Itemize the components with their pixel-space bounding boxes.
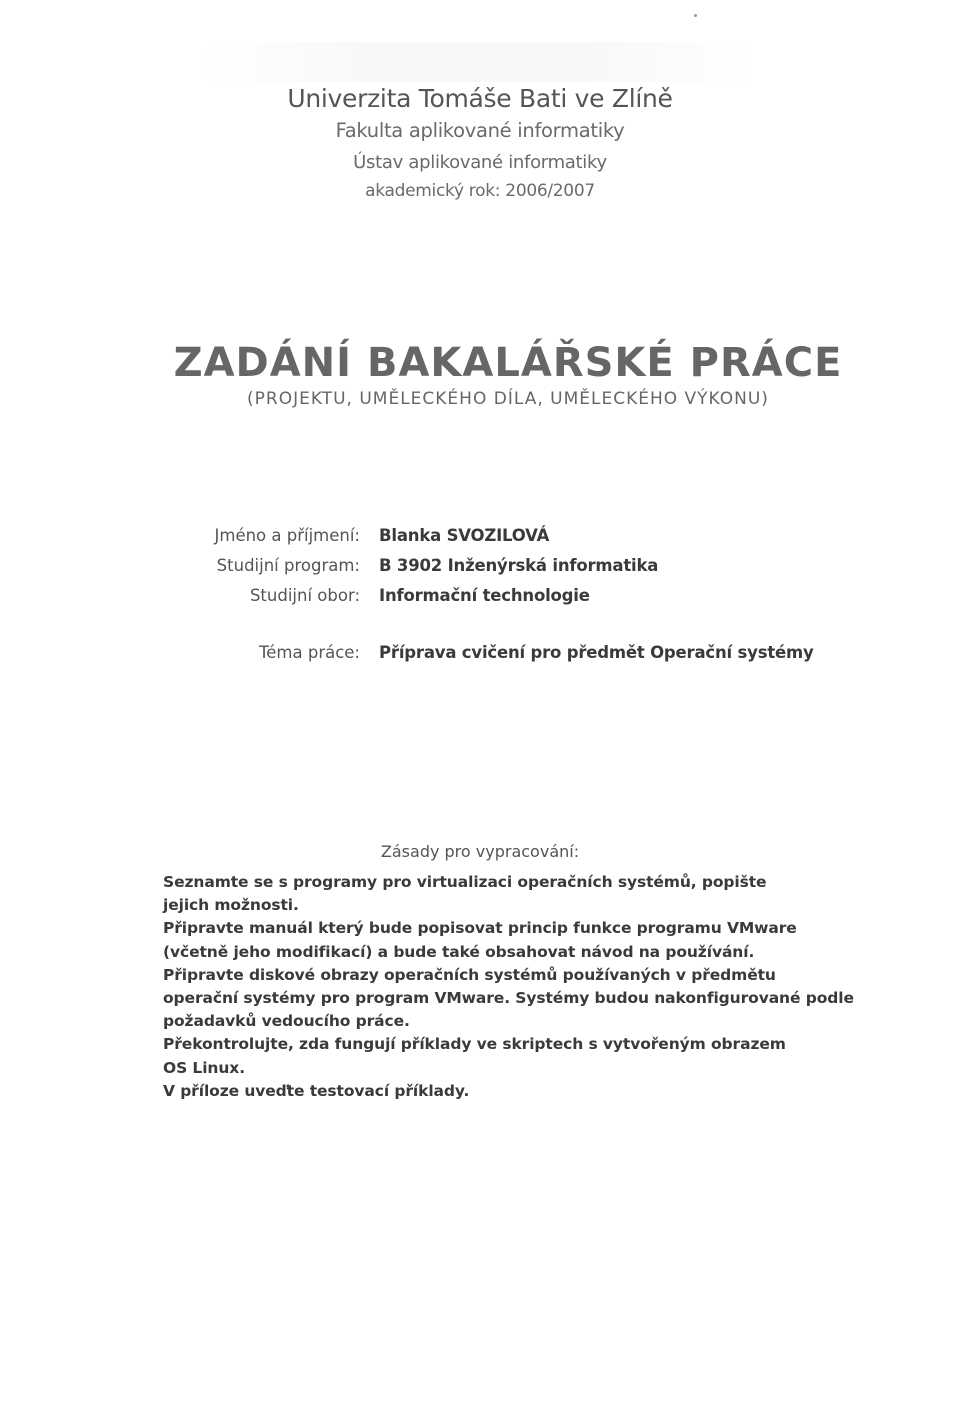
guidelines-line: V příloze uveďte testovací příklady. bbox=[163, 1081, 470, 1100]
study-field-value: Informační technologie bbox=[379, 586, 590, 605]
scan-speck bbox=[694, 14, 697, 17]
department-name: Ústav aplikované informatiky bbox=[353, 152, 607, 173]
study-program-value: B 3902 Inženýrská informatika bbox=[379, 556, 659, 575]
guidelines-line: OS Linux. bbox=[163, 1058, 245, 1077]
thesis-topic-value: Příprava cvičení pro předmět Operační systémy bbox=[379, 643, 814, 662]
faded-watermark bbox=[200, 42, 760, 82]
guidelines-heading: Zásady pro vypracování: bbox=[380, 842, 580, 861]
document-subtitle: (PROJEKTU, UMĚLECKÉHO DÍLA, UMĚLECKÉHO VÝKONU) bbox=[247, 389, 769, 409]
study-field-label: Studijní obor: bbox=[249, 586, 360, 605]
university-name: Univerzita Tomáše Bati ve Zlíně bbox=[287, 84, 673, 113]
guidelines-line: jejich možnosti. bbox=[163, 896, 299, 915]
guidelines-line: Seznamte se s programy pro virtualizaci operačních systémů, popište bbox=[163, 873, 767, 891]
thesis-topic-label: Téma práce: bbox=[258, 643, 360, 662]
guidelines-line: operační systémy pro program VMware. Systémy budou nakonfigurované podle bbox=[163, 989, 854, 1008]
faculty-name: Fakulta aplikované informatiky bbox=[335, 119, 625, 142]
study-program-label: Studijní program: bbox=[216, 556, 360, 575]
guidelines-line: Připravte diskové obrazy operačních systémů používaných v předmětu bbox=[163, 965, 776, 984]
name-value: Blanka SVOZILOVÁ bbox=[379, 526, 550, 545]
guidelines-line: Překontrolujte, zda fungují příklady ve skriptech s vytvořeným obrazem bbox=[163, 1035, 786, 1054]
guidelines-line: (včetně jeho modifikací) a bude také obsahovat návod na používání. bbox=[163, 942, 755, 961]
academic-year: akademický rok: 2006/2007 bbox=[365, 181, 595, 201]
guidelines-line: Připravte manuál který bude popisovat princip funkce programu VMware bbox=[163, 919, 797, 938]
name-label: Jméno a příjmení: bbox=[214, 526, 360, 545]
guidelines-body bbox=[163, 871, 854, 1103]
document-title: ZADÁNÍ BAKALÁŘSKÉ PRÁCE bbox=[173, 340, 843, 386]
guidelines-line: požadavků vedoucího práce. bbox=[163, 1012, 410, 1031]
